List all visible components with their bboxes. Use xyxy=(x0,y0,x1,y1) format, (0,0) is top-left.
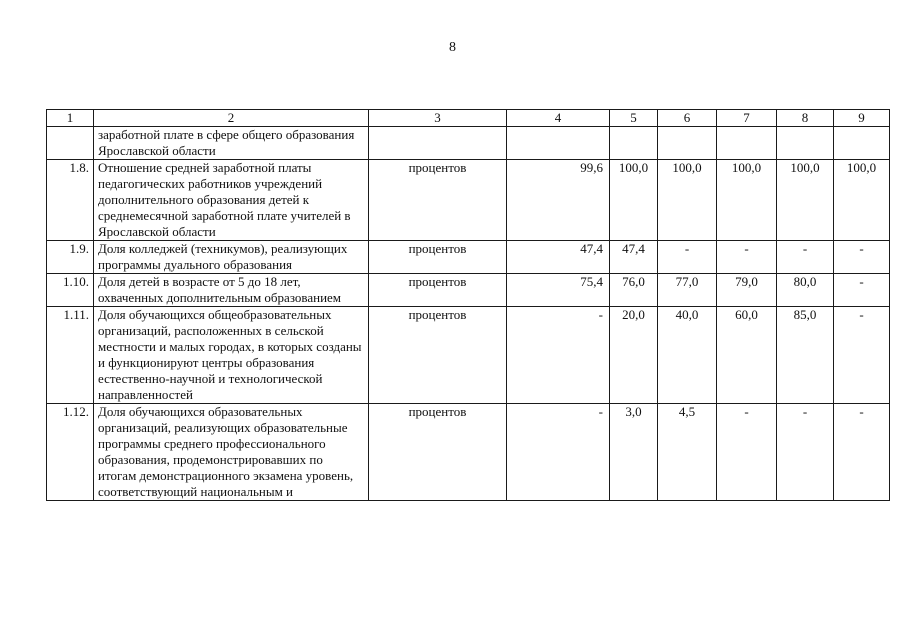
value-cell xyxy=(610,127,658,160)
table-row xyxy=(47,160,890,241)
row-number: 1.11. xyxy=(47,307,94,404)
column-header: 1 xyxy=(47,110,94,127)
value-cell: 100,0 xyxy=(658,160,717,241)
value-cell: 40,0 xyxy=(658,307,717,404)
value-cell: 100,0 xyxy=(777,160,834,241)
row-number: 1.8. xyxy=(47,160,94,241)
column-header: 9 xyxy=(834,110,890,127)
value-cell: - xyxy=(507,404,610,501)
column-header: 5 xyxy=(610,110,658,127)
column-header: 3 xyxy=(369,110,507,127)
value-cell: 3,0 xyxy=(610,404,658,501)
indicator-name: Доля обучающихся образовательных организаций, реализующих образовательные программы среднего профессионального образования, продемонстрировавших по итогам демонстрационного экзамена уровень, соответствующий национальным и xyxy=(94,404,369,501)
value-cell xyxy=(507,127,610,160)
value-cell: - xyxy=(834,404,890,501)
row-number: 1.9. xyxy=(47,241,94,274)
value-cell xyxy=(658,127,717,160)
unit-cell: процентов xyxy=(369,307,507,404)
value-cell: - xyxy=(717,404,777,501)
value-cell: 79,0 xyxy=(717,274,777,307)
value-cell: - xyxy=(658,241,717,274)
column-header: 6 xyxy=(658,110,717,127)
indicator-name: Доля колледжей (техникумов), реализующих программы дуального образования xyxy=(94,241,369,274)
value-cell: - xyxy=(717,241,777,274)
value-cell: 4,5 xyxy=(658,404,717,501)
column-header: 8 xyxy=(777,110,834,127)
value-cell: - xyxy=(834,307,890,404)
header-row xyxy=(47,110,890,127)
column-header: 2 xyxy=(94,110,369,127)
value-cell xyxy=(834,127,890,160)
table-row xyxy=(47,404,890,501)
value-cell xyxy=(777,127,834,160)
unit-cell: процентов xyxy=(369,404,507,501)
value-cell: 75,4 xyxy=(507,274,610,307)
page-number: 8 xyxy=(449,40,456,55)
value-cell: 85,0 xyxy=(777,307,834,404)
indicator-name: Отношение средней заработной платы педагогических работников учреждений дополнительного образования детей к среднемесячной заработной плате учителей в Ярославской области xyxy=(94,160,369,241)
value-cell: 76,0 xyxy=(610,274,658,307)
value-cell: - xyxy=(507,307,610,404)
unit-cell: процентов xyxy=(369,160,507,241)
value-cell: 100,0 xyxy=(610,160,658,241)
row-number: 1.10. xyxy=(47,274,94,307)
indicators-table xyxy=(46,109,890,501)
value-cell: 60,0 xyxy=(717,307,777,404)
value-cell: - xyxy=(834,274,890,307)
value-cell: 100,0 xyxy=(834,160,890,241)
value-cell: - xyxy=(777,241,834,274)
value-cell: - xyxy=(777,404,834,501)
value-cell: 47,4 xyxy=(610,241,658,274)
value-cell: 47,4 xyxy=(507,241,610,274)
column-header: 4 xyxy=(507,110,610,127)
unit-cell xyxy=(369,127,507,160)
value-cell: 99,6 xyxy=(507,160,610,241)
row-number xyxy=(47,127,94,160)
column-header: 7 xyxy=(717,110,777,127)
table-row xyxy=(47,127,890,160)
value-cell: 80,0 xyxy=(777,274,834,307)
table-row xyxy=(47,307,890,404)
value-cell: 20,0 xyxy=(610,307,658,404)
value-cell: 100,0 xyxy=(717,160,777,241)
value-cell: 77,0 xyxy=(658,274,717,307)
indicator-name: заработной плате в сфере общего образования Ярославской области xyxy=(94,127,369,160)
row-number: 1.12. xyxy=(47,404,94,501)
table-row xyxy=(47,274,890,307)
value-cell xyxy=(717,127,777,160)
indicator-name: Доля обучающихся общеобразовательных организаций, расположенных в сельской местности и малых городах, в которых созданы и функционируют центры образования естественно-научной и технологической направленностей xyxy=(94,307,369,404)
unit-cell: процентов xyxy=(369,274,507,307)
indicator-name: Доля детей в возрасте от 5 до 18 лет, охваченных дополнительным образованием xyxy=(94,274,369,307)
unit-cell: процентов xyxy=(369,241,507,274)
value-cell: - xyxy=(834,241,890,274)
table-row xyxy=(47,241,890,274)
